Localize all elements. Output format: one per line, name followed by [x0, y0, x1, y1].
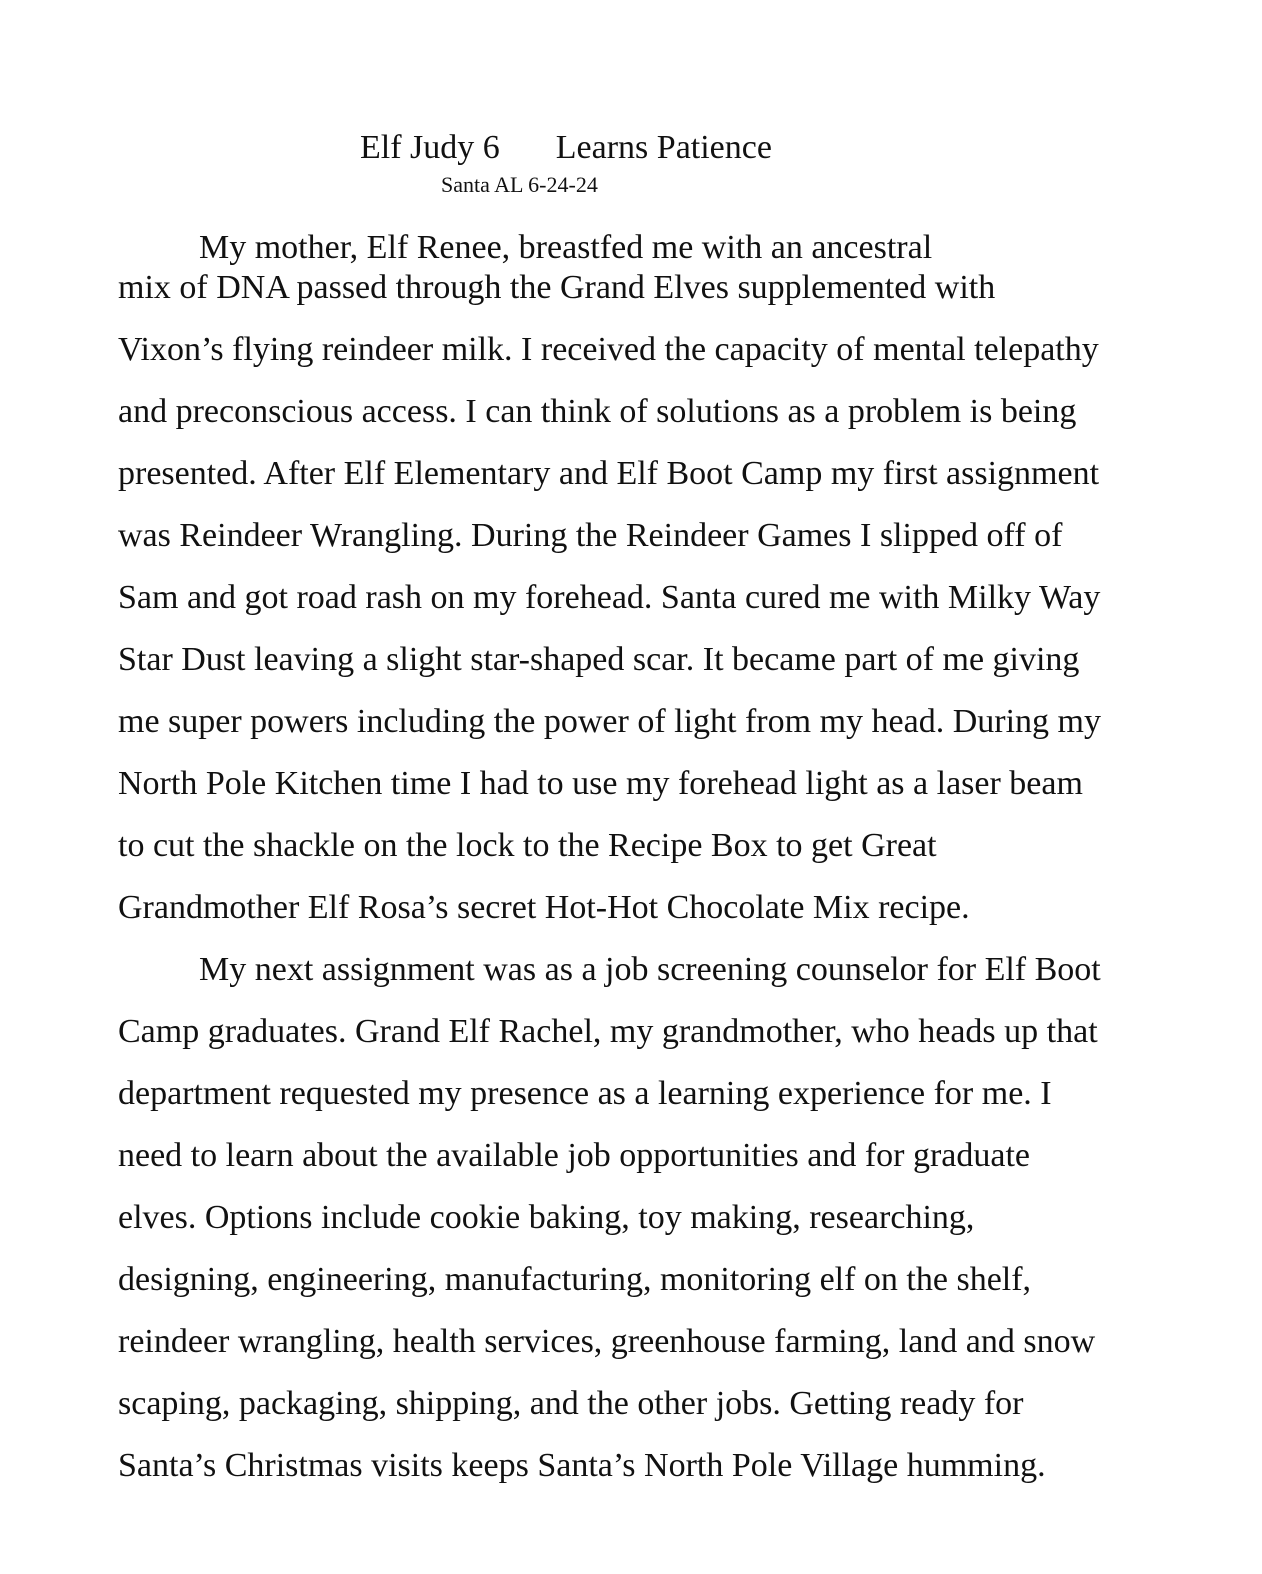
body-line-3: Vixon’s flying reindeer milk. I received the capacity of mental telepathy: [118, 331, 1099, 368]
body-line-10: North Pole Kitchen time I had to use my forehead light as a laser beam: [118, 765, 1083, 802]
body-line-2: mix of DNA passed through the Grand Elves supplemented with: [118, 269, 996, 306]
body-line-18: designing, engineering, manufacturing, monitoring elf on the shelf,: [118, 1261, 1032, 1298]
body-line-4: and preconscious access. I can think of solutions as a problem is being: [118, 393, 1077, 430]
body-line-12: Grandmother Elf Rosa’s secret Hot-Hot Chocolate Mix recipe.: [118, 889, 970, 926]
body-line-5: presented. After Elf Elementary and Elf Boot Camp my first assignment: [118, 455, 1100, 492]
page-title: [360, 128, 772, 168]
body-line-17: elves. Options include cookie baking, toy making, researching,: [118, 1199, 975, 1236]
title-right: Learns Patience: [555, 129, 772, 166]
body-line-6: was Reindeer Wrangling. During the Reindeer Games I slipped off of: [118, 517, 1063, 554]
body-line-13: My next assignment was as a job screening counselor for Elf Boot: [199, 951, 1101, 988]
title-left: Elf Judy 6: [360, 129, 500, 166]
body-line-20: scaping, packaging, shipping, and the other jobs. Getting ready for: [118, 1385, 1024, 1422]
body-line-16: need to learn about the available job opportunities and for graduate: [118, 1137, 1031, 1174]
body-line-9: me super powers including the power of light from my head. During my: [118, 703, 1101, 740]
page-subtitle: Santa AL 6-24-24: [441, 172, 598, 197]
body-line-1: My mother, Elf Renee, breastfed me with an ancestral: [199, 229, 933, 266]
body-line-8: Star Dust leaving a slight star-shaped scar. It became part of me giving: [118, 641, 1080, 678]
body-line-7: Sam and got road rash on my forehead. Santa cured me with Milky Way: [118, 579, 1101, 616]
body-line-21: Santa’s Christmas visits keeps Santa’s North Pole Village humming.: [118, 1447, 1046, 1484]
body-line-14: Camp graduates. Grand Elf Rachel, my grandmother, who heads up that: [118, 1013, 1098, 1050]
body-line-11: to cut the shackle on the lock to the Recipe Box to get Great: [118, 827, 937, 864]
body-line-19: reindeer wrangling, health services, greenhouse farming, land and snow: [118, 1323, 1096, 1360]
body-line-15: department requested my presence as a learning experience for me. I: [118, 1075, 1052, 1112]
